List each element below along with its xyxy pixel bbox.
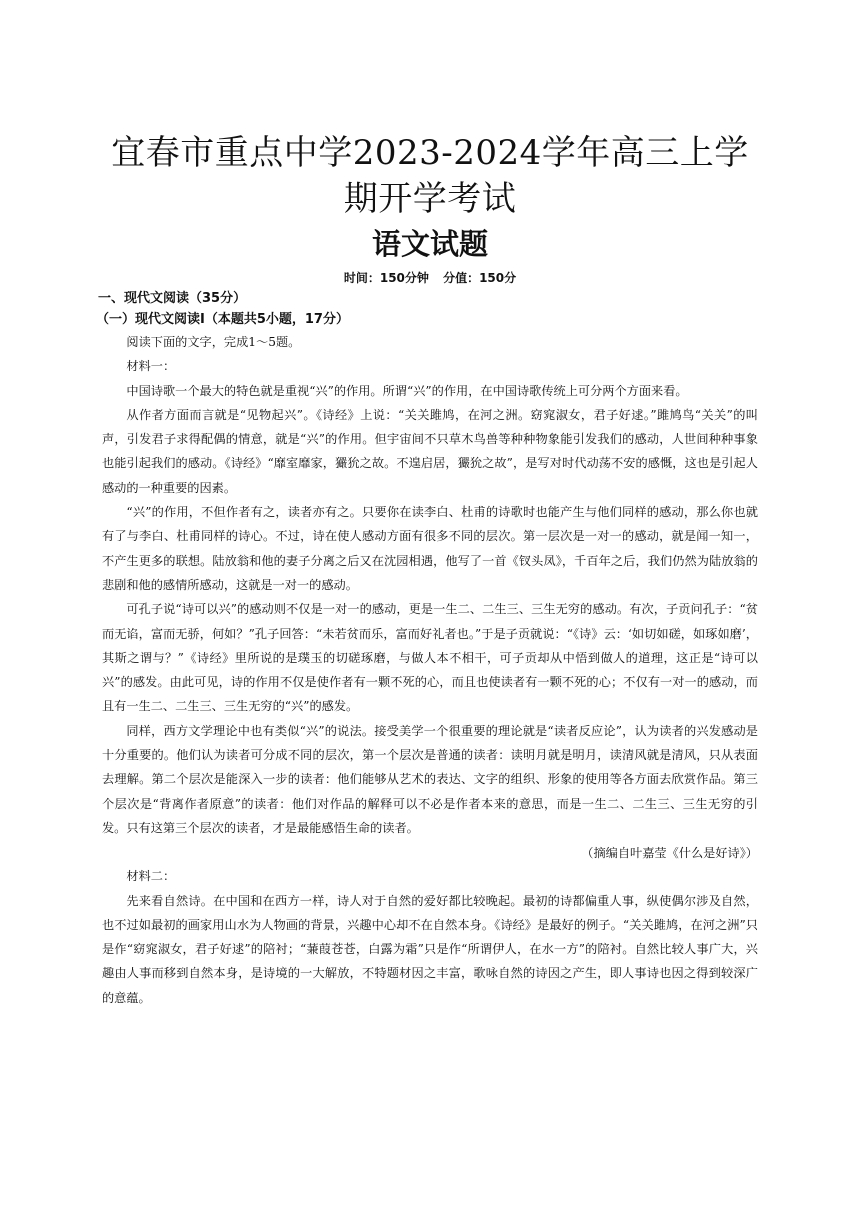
- exam-title: 宜春市重点中学2023-2024学年高三上学期开学考试: [111, 133, 749, 219]
- material-1-paragraph: 可孔子说“诗可以兴”的感动则不仅是一对一的感动，更是一生二、二生三、三生无穷的感动。有次，子贡问孔子：“贫而无谄，富而无骄，何如？”孔子回答：“未若贫而乐，富而好礼者也。”于是子贡就说：“《诗》云：‘如切如磋，如琢如磨’，其斯之谓与？”《诗经》里所说的是璞玉的切磋琢磨，与做人本不相干，可子贡却从中悟到做人的道理，这正是“诗可以兴”的感发。由此可见，诗的作用不仅是使作者有一颗不死的心，而且也使读者有一颗不死的心；不仅有一对一的感动，而且有一生二、二生三、三生无穷的“兴”的感发。: [102, 602, 758, 714]
- exam-page: [96, 130, 758, 1010]
- material-1-source: （摘编自叶嘉莹《什么是好诗》）: [581, 846, 758, 861]
- exam-meta: 时间：150分钟 分值：150分: [343, 271, 517, 285]
- material-1-paragraph: 中国诗歌一个最大的特色就是重视“兴”的作用。所谓“兴”的作用，在中国诗歌传统上可分两个方面来看。: [126, 383, 688, 398]
- exam-subtitle: 语文试题: [371, 227, 488, 261]
- section-heading: 一、现代文阅读（35分）: [98, 291, 247, 306]
- instruction: 阅读下面的文字，完成1～5题。: [126, 335, 301, 349]
- material-1-paragraph: 同样，西方文学理论中也有类似“兴”的说法。接受美学一个很重要的理论就是“读者反应论”，认为读者的兴发感动是十分重要的。他们认为读者可分成不同的层次，第一个层次是普通的读者：读明月就是明月，读清风就是清风，只从表面去理解。第二个层次是能深入一步的读者：他们能够从艺术的表达、文字的组织、形象的使用等各方面去欣赏作品。第三个层次是“背离作者原意”的读者：他们对作品的解释可以不必是作者本来的意思，而是一生二、二生三、三生无穷的引发。只有这第三个层次的读者，才是最能感悟生命的读者。: [102, 723, 758, 835]
- material-1-paragraph: “兴”的作用，不但作者有之，读者亦有之。只要你在读李白、杜甫的诗歌时也能产生与他们同样的感动，那么你也就有了与李白、杜甫同样的诗心。不过，诗在使人感动方面有很多不同的层次。第一层次是一对一的感动，就是闻一知一，不产生更多的联想。陆放翁和他的妻子分离之后又在沈园相遇，他写了一首《钗头凤》，千百年之后，我们仍然为陆放翁的悲剧和他的感情所感动，这就是一对一的感动。: [102, 505, 758, 592]
- material-1-label: 材料一：: [126, 359, 176, 374]
- material-2-label: 材料二：: [126, 869, 176, 884]
- material-1-paragraph: 从作者方面而言就是“见物起兴”。《诗经》上说：“关关雎鸠，在河之洲。窈窕淑女，君子好逑。”雎鸠鸟“关关”的叫声，引发君子求得配偶的情意，就是“兴”的作用。但宇宙间不只草木鸟兽等种种物象能引发我们的感动，人世间种种事象也能引起我们的感动。《诗经》“靡室靡家，玁狁之故。不遑启居，玁狁之故”，是写对时代动荡不安的感慨，这也是引起人感动的一种重要的因素。: [102, 407, 758, 495]
- subsection-heading: （一）现代文阅读Ⅰ（本题共5小题，17分）: [96, 312, 349, 327]
- material-2-paragraph: 先来看自然诗。在中国和在西方一样，诗人对于自然的爱好都比较晚起。最初的诗都偏重人事，纵使偶尔涉及自然，也不过如最初的画家用山水为人物画的背景，兴趣中心却不在自然本身。《诗经》是最好的例子。“关关雎鸠，在河之洲”只是作“窈窕淑女，君子好逑”的陪衬；“蒹葭苍苍，白露为霜”只是作“所谓伊人，在水一方”的陪衬。自然比较人事广大，兴趣由人事而移到自然本身，是诗境的一大解放，不特题材因之丰富，歌咏自然的诗因之产生，即人事诗也因之得到较深广的意蕴。: [102, 893, 758, 1005]
